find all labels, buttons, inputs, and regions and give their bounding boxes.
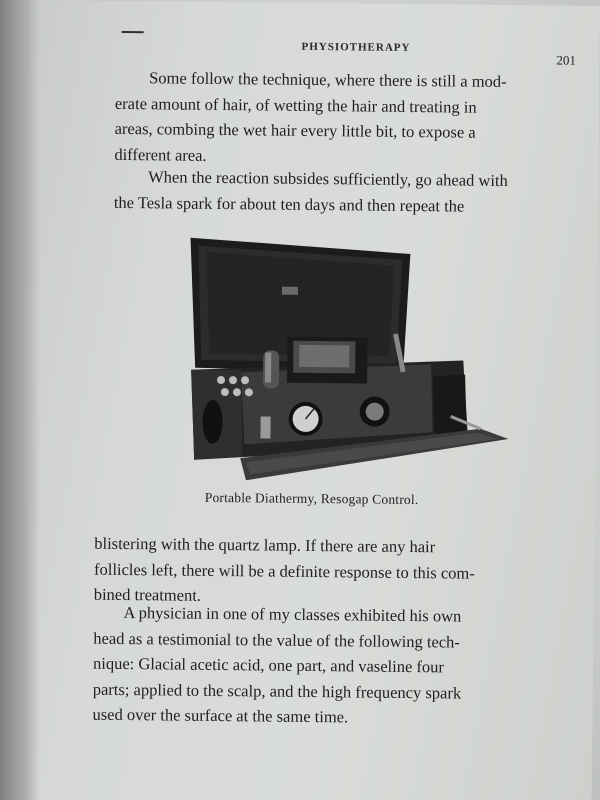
text-line: head as a testimonial to the value of the following tech- (93, 628, 460, 652)
book-page (22, 0, 600, 800)
paragraph-1 (114, 65, 577, 172)
text-line: When the reaction subsides sufficiently, go ahead with (148, 167, 508, 191)
text-line: areas, combing the wet hair every little bit, to expose a (114, 119, 476, 142)
text-line: different area. (114, 144, 207, 165)
text-line: follicles left, there will be a definite response to this com- (93, 559, 475, 583)
text-line: used over the surface at the same time. (92, 705, 349, 727)
text-line: parts; applied to the scalp, and the high frequency spark (92, 679, 462, 703)
text-line: the Tesla spark for about ten days and then repeat the (113, 192, 465, 216)
paragraph-2 (114, 164, 577, 220)
text-line: Some follow the technique, where there is still a mod- (149, 68, 507, 91)
text-line: erate amount of hair, of wetting the hair and treating in (114, 93, 477, 117)
text-line: blistering with the quartz lamp. If there are any hair (94, 533, 436, 557)
running-head: PHYSIOTHERAPY (301, 40, 411, 54)
paragraph-4 (92, 600, 565, 733)
figure-caption: Portable Diathermy, Resogap Control. (204, 489, 419, 508)
text-line: bined treatment. (93, 584, 202, 606)
pencil-mark (122, 31, 144, 33)
text-line: nique: Glacial acetic acid, one part, and vaseline four (92, 653, 445, 677)
binding-shadow (0, 0, 40, 800)
page-number: 201 (556, 52, 576, 68)
diathermy-machine-illustration (180, 230, 513, 493)
text-line: A physician in one of my classes exhibited his own (123, 603, 462, 626)
